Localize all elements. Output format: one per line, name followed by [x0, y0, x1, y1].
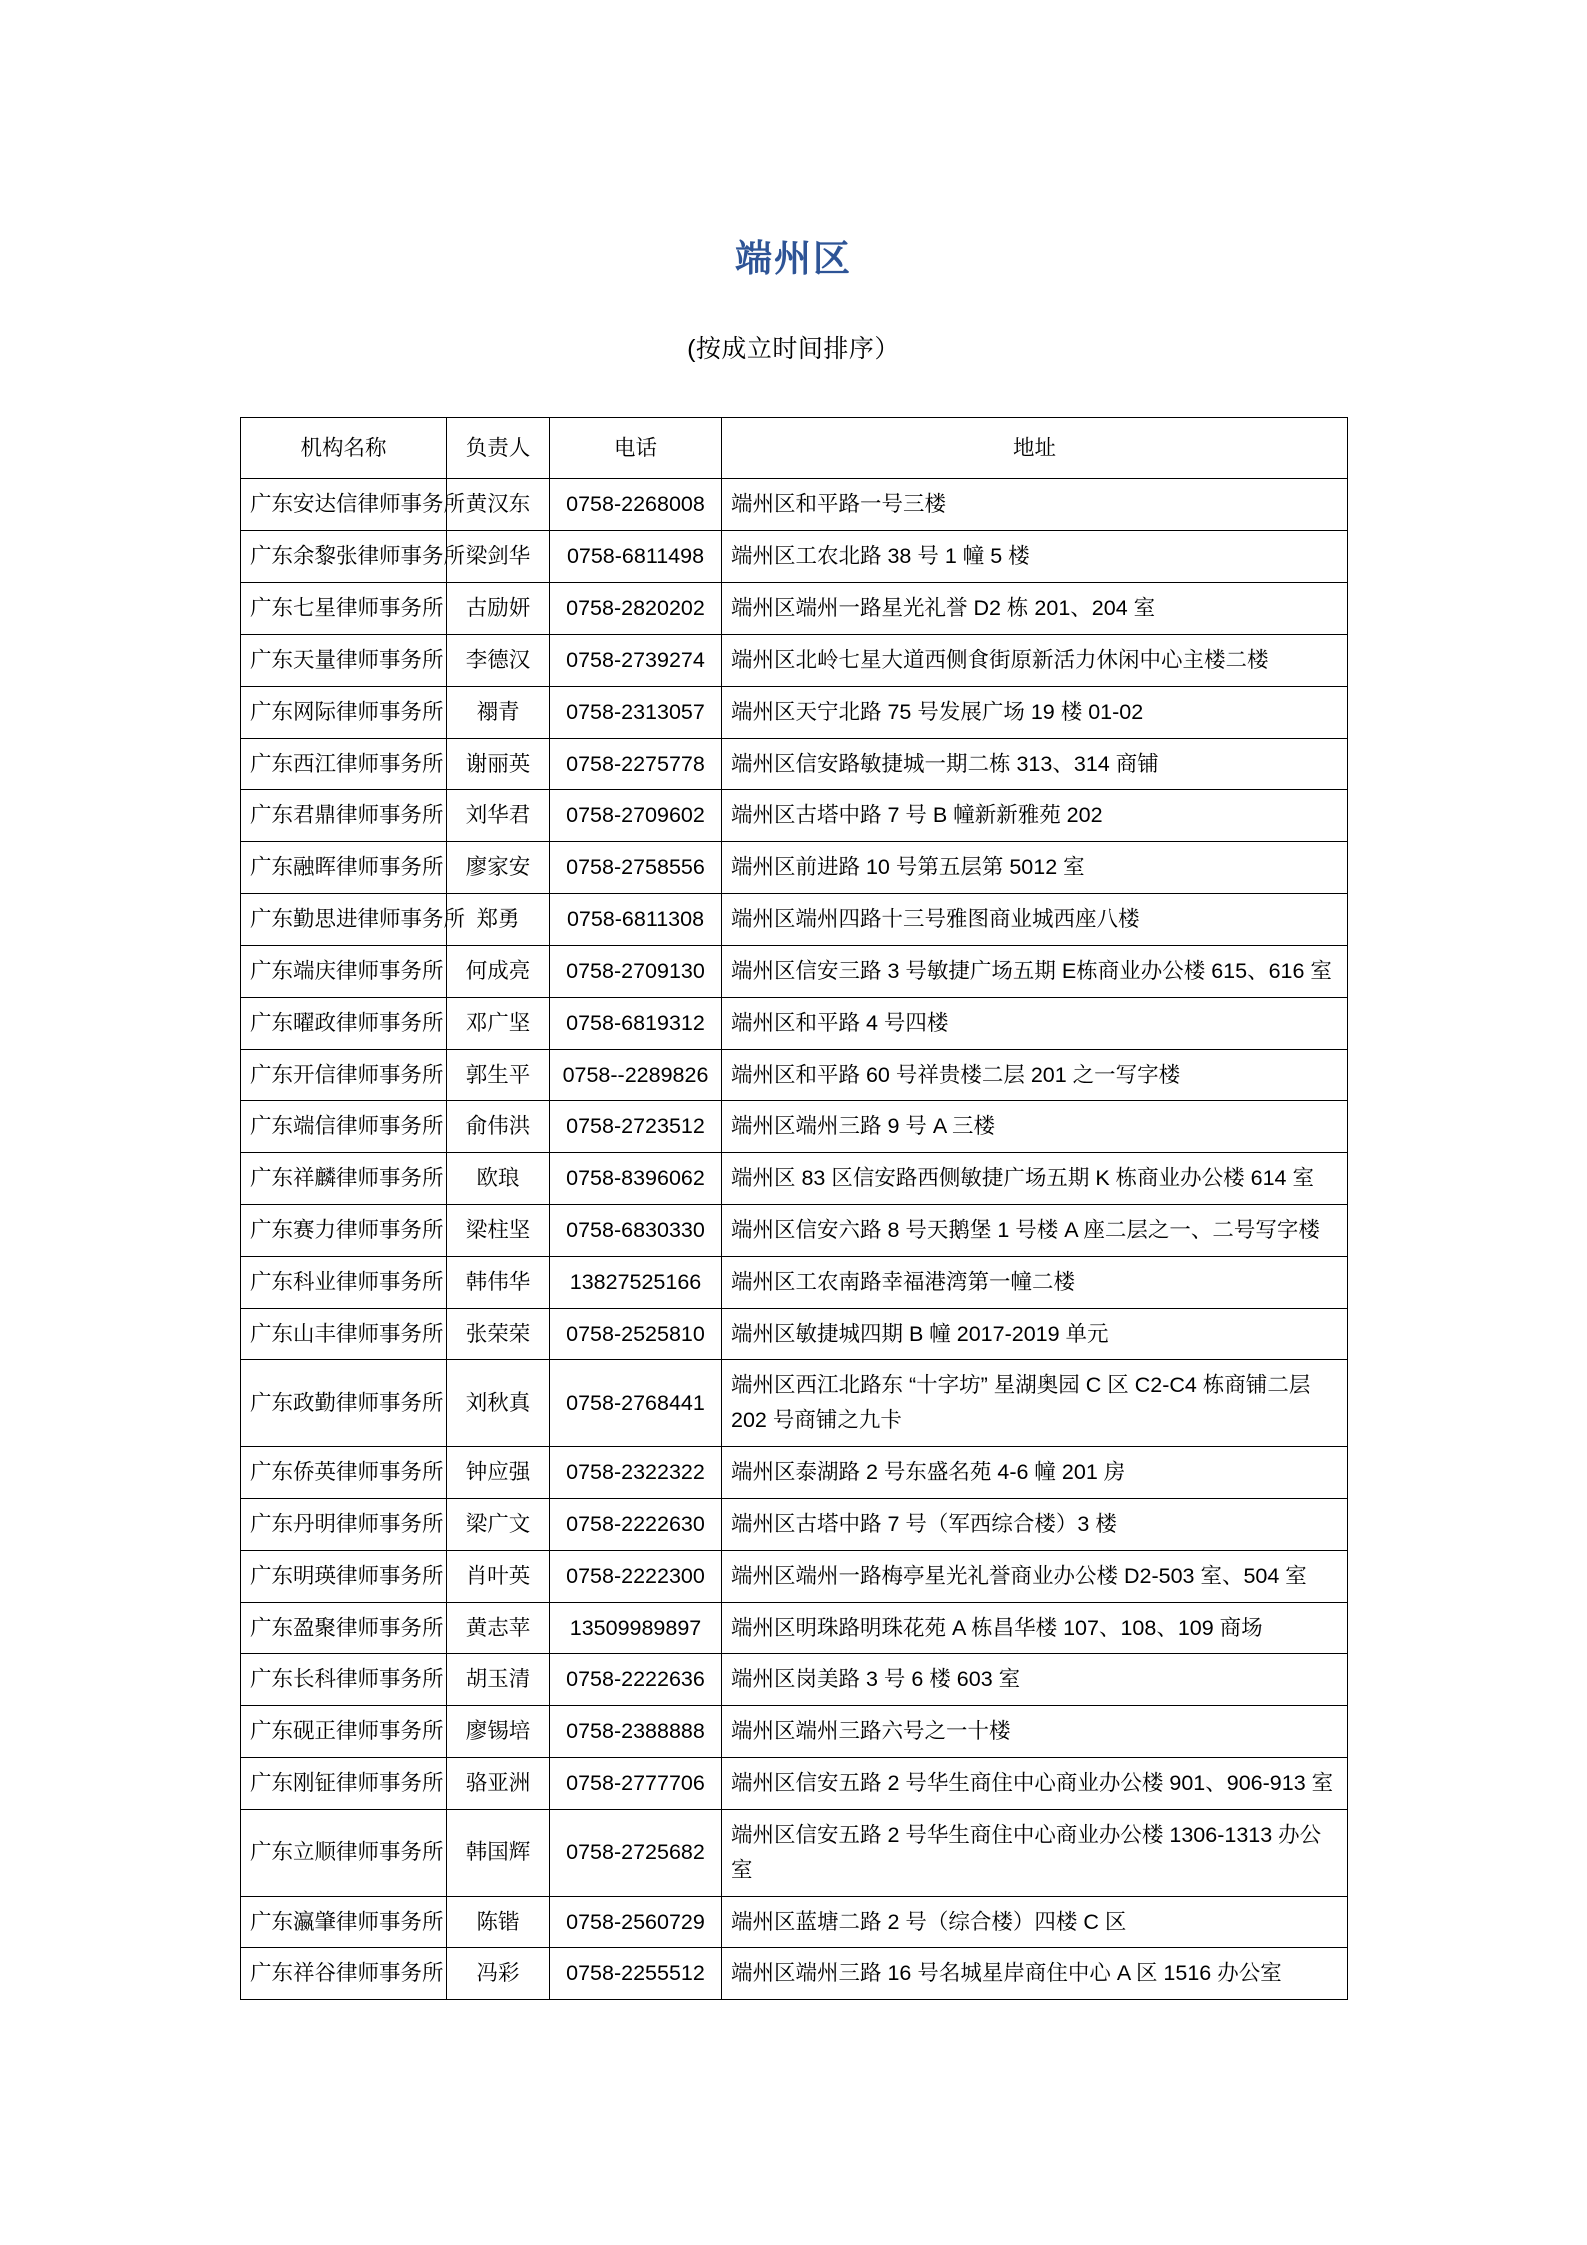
address-cell: 端州区端州四路十三号雅图商业城西座八楼	[722, 894, 1348, 946]
table-row	[241, 738, 1348, 790]
firm-name-cell: 广东安达信律师事务所	[241, 479, 447, 531]
table-row	[241, 1654, 1348, 1706]
responsible-person-cell: 刘秋真	[447, 1360, 550, 1447]
phone-cell: 0758--2289826	[550, 1049, 722, 1101]
firm-name-cell: 广东融晖律师事务所	[241, 842, 447, 894]
phone-cell: 0758-2268008	[550, 479, 722, 531]
firm-name-cell: 广东西江律师事务所	[241, 738, 447, 790]
address-cell: 端州区古塔中路 7 号 B 幢新新雅苑 202	[722, 790, 1348, 842]
responsible-person-cell: 谢丽英	[447, 738, 550, 790]
column-header-address: 地址	[722, 418, 1348, 479]
table-row	[241, 1706, 1348, 1758]
responsible-person-cell: 陈锴	[447, 1896, 550, 1948]
table-row	[241, 1204, 1348, 1256]
table-row	[241, 686, 1348, 738]
phone-cell: 0758-6811498	[550, 531, 722, 583]
address-cell: 端州区和平路 4 号四楼	[722, 997, 1348, 1049]
phone-cell: 0758-2255512	[550, 1948, 722, 2000]
address-cell: 端州区 83 区信安路西侧敏捷广场五期 K 栋商业办公楼 614 室	[722, 1153, 1348, 1205]
address-cell: 端州区敏捷城四期 B 幢 2017-2019 单元	[722, 1308, 1348, 1360]
table-body	[241, 479, 1348, 2000]
firm-name-cell: 广东盈聚律师事务所	[241, 1602, 447, 1654]
table-row	[241, 1498, 1348, 1550]
table-row	[241, 1550, 1348, 1602]
table-row	[241, 634, 1348, 686]
page-subtitle: (按成立时间排序）	[687, 335, 900, 364]
responsible-person-cell: 廖锡培	[447, 1706, 550, 1758]
firm-name-cell: 广东开信律师事务所	[241, 1049, 447, 1101]
table-row	[241, 1896, 1348, 1948]
responsible-person-cell: 肖叶英	[447, 1550, 550, 1602]
address-cell: 端州区信安路敏捷城一期二栋 313、314 商铺	[722, 738, 1348, 790]
phone-cell: 0758-2777706	[550, 1758, 722, 1810]
responsible-person-cell: 廖家安	[447, 842, 550, 894]
responsible-person-cell: 骆亚洲	[447, 1758, 550, 1810]
phone-cell: 0758-2709130	[550, 945, 722, 997]
phone-cell: 0758-2758556	[550, 842, 722, 894]
table-row	[241, 531, 1348, 583]
address-cell: 端州区端州三路 16 号名城星岸商住中心 A 区 1516 办公室	[722, 1948, 1348, 2000]
responsible-person-cell: 胡玉清	[447, 1654, 550, 1706]
phone-cell: 0758-2222300	[550, 1550, 722, 1602]
phone-cell: 13827525166	[550, 1256, 722, 1308]
phone-cell: 0758-6819312	[550, 997, 722, 1049]
table-row	[241, 1602, 1348, 1654]
phone-cell: 0758-2725682	[550, 1809, 722, 1896]
table-row	[241, 1360, 1348, 1447]
firm-name-cell: 广东曜政律师事务所	[241, 997, 447, 1049]
firm-name-cell: 广东立顺律师事务所	[241, 1809, 447, 1896]
address-cell: 端州区端州一路梅亭星光礼誉商业办公楼 D2-503 室、504 室	[722, 1550, 1348, 1602]
phone-cell: 0758-2723512	[550, 1101, 722, 1153]
table-row	[241, 1758, 1348, 1810]
responsible-person-cell: 禤青	[447, 686, 550, 738]
table-header-row	[241, 418, 1348, 479]
table-row	[241, 997, 1348, 1049]
address-cell: 端州区信安六路 8 号天鹅堡 1 号楼 A 座二层之一、二号写字楼	[722, 1204, 1348, 1256]
firm-name-cell: 广东科业律师事务所	[241, 1256, 447, 1308]
address-cell: 端州区西江北路东 “十字坊” 星湖奥园 C 区 C2-C4 栋商铺二层 202 号商铺之九卡	[722, 1360, 1348, 1447]
table-row	[241, 1101, 1348, 1153]
firm-name-cell: 广东赛力律师事务所	[241, 1204, 447, 1256]
phone-cell: 13509989897	[550, 1602, 722, 1654]
firm-name-cell: 广东长科律师事务所	[241, 1654, 447, 1706]
phone-cell: 0758-2222630	[550, 1498, 722, 1550]
responsible-person-cell: 韩国辉	[447, 1809, 550, 1896]
firm-name-cell: 广东君鼎律师事务所	[241, 790, 447, 842]
firm-name-cell: 广东瀛肇律师事务所	[241, 1896, 447, 1948]
responsible-person-cell: 黄志苹	[447, 1602, 550, 1654]
table-row	[241, 479, 1348, 531]
firm-name-cell: 广东祥麟律师事务所	[241, 1153, 447, 1205]
table-row	[241, 583, 1348, 635]
table-row	[241, 1153, 1348, 1205]
address-cell: 端州区信安五路 2 号华生商住中心商业办公楼 1306-1313 办公室	[722, 1809, 1348, 1896]
table-row	[241, 1256, 1348, 1308]
phone-cell: 0758-2768441	[550, 1360, 722, 1447]
firm-name-cell: 广东刚钲律师事务所	[241, 1758, 447, 1810]
responsible-person-cell: 韩伟华	[447, 1256, 550, 1308]
column-header-name: 机构名称	[241, 418, 447, 479]
table-row	[241, 1308, 1348, 1360]
address-cell: 端州区和平路 60 号祥贵楼二层 201 之一写字楼	[722, 1049, 1348, 1101]
responsible-person-cell: 李德汉	[447, 634, 550, 686]
responsible-person-cell: 张荣荣	[447, 1308, 550, 1360]
address-cell: 端州区北岭七星大道西侧食街原新活力休闲中心主楼二楼	[722, 634, 1348, 686]
address-cell: 端州区岗美路 3 号 6 楼 603 室	[722, 1654, 1348, 1706]
table-row	[241, 1049, 1348, 1101]
address-cell: 端州区明珠路明珠花苑 A 栋昌华楼 107、108、109 商场	[722, 1602, 1348, 1654]
column-header-phone: 电话	[550, 418, 722, 479]
table-row	[241, 894, 1348, 946]
responsible-person-cell: 郑勇	[447, 894, 550, 946]
address-cell: 端州区泰湖路 2 号东盛名苑 4-6 幢 201 房	[722, 1447, 1348, 1499]
address-cell: 端州区信安三路 3 号敏捷广场五期 E栋商业办公楼 615、616 室	[722, 945, 1348, 997]
phone-cell: 0758-2739274	[550, 634, 722, 686]
address-cell: 端州区前进路 10 号第五层第 5012 室	[722, 842, 1348, 894]
firm-name-cell: 广东天量律师事务所	[241, 634, 447, 686]
table-row	[241, 1447, 1348, 1499]
page-title: 端州区	[735, 238, 852, 279]
address-cell: 端州区信安五路 2 号华生商住中心商业办公楼 901、906-913 室	[722, 1758, 1348, 1810]
responsible-person-cell: 古励妍	[447, 583, 550, 635]
responsible-person-cell: 欧琅	[447, 1153, 550, 1205]
responsible-person-cell: 钟应强	[447, 1447, 550, 1499]
phone-cell: 0758-2275778	[550, 738, 722, 790]
address-cell: 端州区端州三路六号之一十楼	[722, 1706, 1348, 1758]
firm-name-cell: 广东端信律师事务所	[241, 1101, 447, 1153]
phone-cell: 0758-8396062	[550, 1153, 722, 1205]
firm-name-cell: 广东余黎张律师事务所	[241, 531, 447, 583]
address-cell: 端州区端州一路星光礼誉 D2 栋 201、204 室	[722, 583, 1348, 635]
phone-cell: 0758-2322322	[550, 1447, 722, 1499]
firm-name-cell: 广东七星律师事务所	[241, 583, 447, 635]
address-cell: 端州区和平路一号三楼	[722, 479, 1348, 531]
responsible-person-cell: 邓广坚	[447, 997, 550, 1049]
phone-cell: 0758-2709602	[550, 790, 722, 842]
firm-name-cell: 广东丹明律师事务所	[241, 1498, 447, 1550]
responsible-person-cell: 郭生平	[447, 1049, 550, 1101]
address-cell: 端州区工农北路 38 号 1 幢 5 楼	[722, 531, 1348, 583]
address-cell: 端州区端州三路 9 号 A 三楼	[722, 1101, 1348, 1153]
firm-name-cell: 广东网际律师事务所	[241, 686, 447, 738]
phone-cell: 0758-6811308	[550, 894, 722, 946]
phone-cell: 0758-2222636	[550, 1654, 722, 1706]
phone-cell: 0758-2388888	[550, 1706, 722, 1758]
table-row	[241, 790, 1348, 842]
firm-name-cell: 广东侨英律师事务所	[241, 1447, 447, 1499]
address-cell: 端州区古塔中路 7 号（军西综合楼）3 楼	[722, 1498, 1348, 1550]
responsible-person-cell: 何成亮	[447, 945, 550, 997]
responsible-person-cell: 梁柱坚	[447, 1204, 550, 1256]
responsible-person-cell: 俞伟洪	[447, 1101, 550, 1153]
firm-name-cell: 广东端庆律师事务所	[241, 945, 447, 997]
address-cell: 端州区工农南路幸福港湾第一幢二楼	[722, 1256, 1348, 1308]
table-row	[241, 1948, 1348, 2000]
address-cell: 端州区天宁北路 75 号发展广场 19 楼 01-02	[722, 686, 1348, 738]
firm-name-cell: 广东政勤律师事务所	[241, 1360, 447, 1447]
firm-name-cell: 广东砚正律师事务所	[241, 1706, 447, 1758]
firm-name-cell: 广东祥谷律师事务所	[241, 1948, 447, 2000]
phone-cell: 0758-2560729	[550, 1896, 722, 1948]
address-cell: 端州区蓝塘二路 2 号（综合楼）四楼 C 区	[722, 1896, 1348, 1948]
phone-cell: 0758-2313057	[550, 686, 722, 738]
responsible-person-cell: 冯彩	[447, 1948, 550, 2000]
law-firm-directory-table	[240, 417, 1348, 2000]
table-row	[241, 842, 1348, 894]
table-row	[241, 945, 1348, 997]
responsible-person-cell: 黄汉东	[447, 479, 550, 531]
phone-cell: 0758-2525810	[550, 1308, 722, 1360]
responsible-person-cell: 梁广文	[447, 1498, 550, 1550]
firm-name-cell: 广东山丰律师事务所	[241, 1308, 447, 1360]
responsible-person-cell: 刘华君	[447, 790, 550, 842]
firm-name-cell: 广东勤思进律师事务所	[241, 894, 447, 946]
firm-name-cell: 广东明瑛律师事务所	[241, 1550, 447, 1602]
table-row	[241, 1809, 1348, 1896]
responsible-person-cell: 梁剑华	[447, 531, 550, 583]
phone-cell: 0758-6830330	[550, 1204, 722, 1256]
column-header-person: 负责人	[447, 418, 550, 479]
phone-cell: 0758-2820202	[550, 583, 722, 635]
